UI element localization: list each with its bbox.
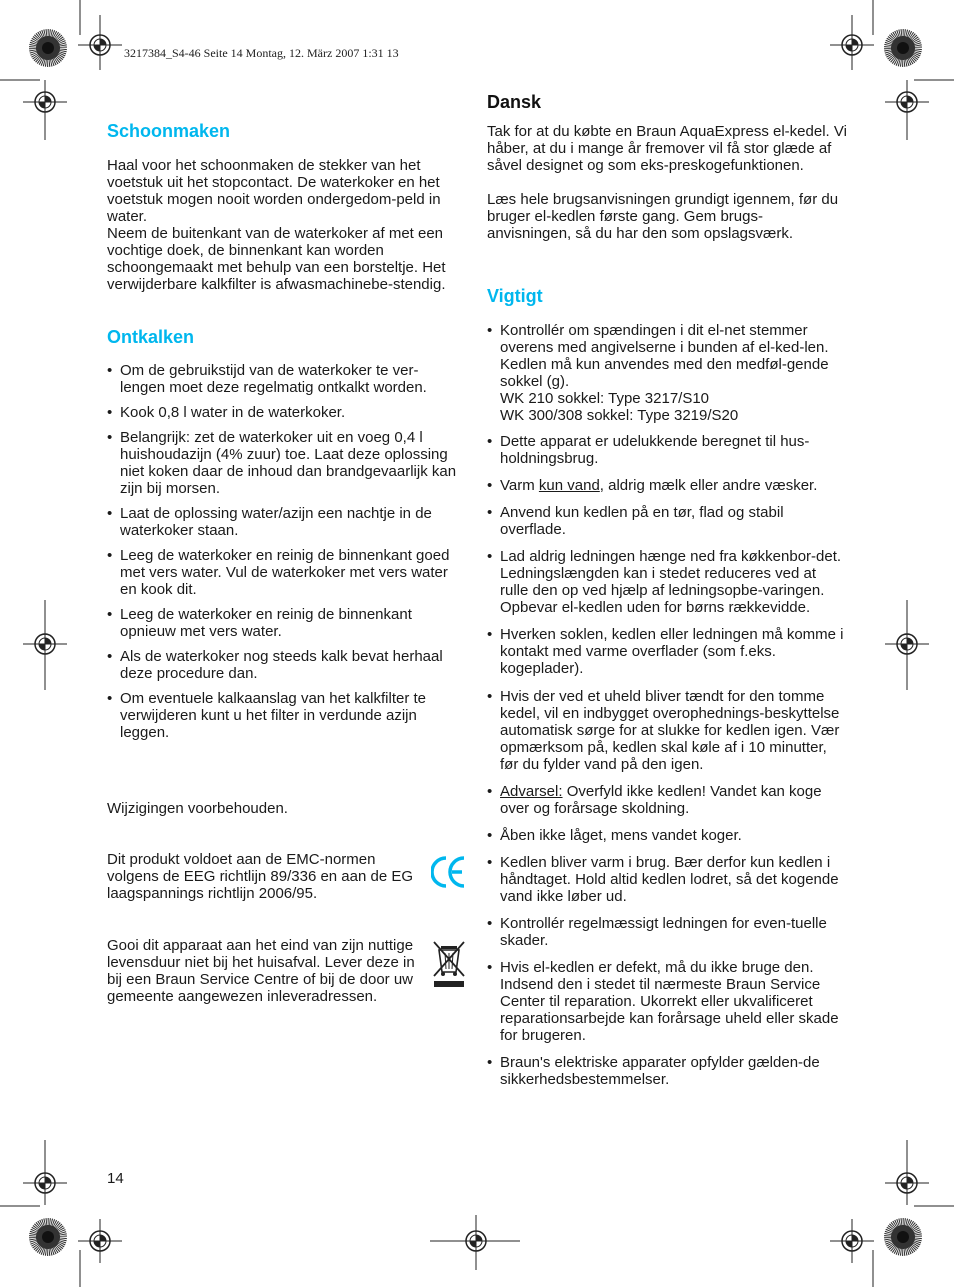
ontkalken-list: [107, 362, 459, 741]
heading-dansk: Dansk: [487, 92, 542, 112]
wijzigingen-note: Wijzigingen voorbehouden.: [107, 800, 288, 817]
list-item: • Kedlen bliver varm i brug. Bær derfor kun kedlen i håndtaget. Hold altid kedlen lodret, så det kogende vand ikke løber ud.: [487, 854, 847, 905]
list-item: • Anvend kun kedlen på en tør, flad og stabil overflade.: [487, 504, 847, 538]
list-item: • Om de gebruikstijd van de waterkoker te ver-lengen moet deze regelmatig ontkalkt worden.: [107, 362, 459, 396]
emc-note: Dit produkt voldoet aan de EMC-normen volgens de EEG richtlijn 89/336 en aan de EG laagspannings richtlijn 2006/95.: [107, 851, 414, 902]
sokkel-wk210: WK 210 sokkel: Type 3217/S10: [500, 390, 710, 407]
list-item: • Laat de oplossing water/azijn een nachtje in de waterkoker staan.: [107, 505, 459, 539]
page-number: 14: [107, 1170, 124, 1187]
list-item: • Hvis der ved et uheld bliver tændt for den tomme kedel, vil en indbygget overophednings-beskyttelse automatisk sørge for at slukke for kedlen igen. Vær opmærksom på, kedlen skal køle af i 10 minutter, før du fylder vand på den igen.: [487, 688, 847, 773]
list-item: • Braun's elektriske apparater opfylder gælden-de sikkerhedsbestemmelser.: [487, 1054, 847, 1088]
list-item: • Kontrollér regelmæssigt ledningen for even-tuelle skader.: [487, 915, 847, 949]
list-item-text: Kontrollér om spændingen i dit el-net stemmer overens med angivelserne i bunden af el-ked-len. Kedlen må kun anvendes med den medføl-gende sokkel (g).: [500, 322, 829, 390]
list-item-text: Overfyld ikke kedlen! Vandet kan koge over og forårsage skoldning.: [500, 783, 822, 817]
left-column: [107, 120, 459, 741]
warning-label: Advarsel:: [500, 783, 563, 800]
heading-schoonmaken: Schoonmaken: [107, 121, 231, 141]
list-item: • Hverken soklen, kedlen eller ledningen må komme i kontakt med varme overflader (som f.eks. kogeplader).: [487, 626, 847, 677]
right-column: [487, 90, 847, 1088]
heading-vigtigt: Vigtigt: [487, 286, 543, 306]
vigtigt-list: [487, 322, 847, 1088]
print-slug: 3217384_S4-46 Seite 14 Montag, 12. März 2007 1:31 13: [124, 46, 399, 60]
list-item: • Om eventuele kalkaanslag van het kalkfilter te verwijderen kunt u het filter in verdunde azijn leggen.: [107, 690, 459, 741]
list-item: [487, 477, 847, 494]
list-item: [487, 783, 847, 817]
list-item: • Als de waterkoker nog steeds kalk bevat herhaal deze procedure dan.: [107, 648, 459, 682]
list-item: • Leeg de waterkoker en reinig de binnenkant goed met vers water. Vul de waterkoker met vers water en kook dit.: [107, 547, 459, 598]
schoonmaken-text-1: Haal voor het schoonmaken de stekker van het voetstuk uit het stopcontact. De waterkoker en het voetstuk mogen nooit worden ondergedom-peld in water.: [107, 157, 441, 225]
schoonmaken-text-2: Neem de buitenkant van de waterkoker af met een vochtige doek, de binnenkant kan worden schoongemaakt met behulp van een borsteltje. Het verwijderbare kalkfilter is afwasmachinebe-stendig.: [107, 225, 446, 293]
list-item: • Kook 0,8 l water in de waterkoker.: [107, 404, 459, 421]
heading-ontkalken: Ontkalken: [107, 327, 195, 347]
weee-note: Gooi dit apparaat aan het eind van zijn nuttige levensduur niet bij het huisafval. Lever deze in bij een Braun Service Centre of bij de door uw gemeente aangewezen inleveradressen.: [107, 937, 415, 1005]
list-item: • Åben ikke låget, mens vandet koger.: [487, 827, 847, 844]
list-item-text: , aldrig mælk eller andre væsker.: [599, 477, 818, 494]
ce-mark-icon: [431, 855, 467, 889]
list-item: • Leeg de waterkoker en reinig de binnenkant opnieuw met vers water.: [107, 606, 459, 640]
list-item: • Belangrijk: zet de waterkoker uit en voeg 0,4 l huishoudazijn (4% zuur) toe. Laat deze oplossing niet koken daar de inhoud dan brandgevaarlijk kan zijn bij morsen.: [107, 429, 459, 497]
list-item-text: Varm: [500, 477, 539, 494]
sokkel-wk300: WK 300/308 sokkel: Type 3219/S20: [500, 407, 739, 424]
dansk-intro: Tak for at du købte en Braun AquaExpress el-kedel. Vi håber, at du i mange år fremover vil få stor glæde af såvel designet og som eks-preskogefunktionen.: [487, 123, 847, 174]
list-item: [487, 322, 847, 424]
dansk-instructions: Læs hele brugsanvisningen grundigt igennem, før du bruger el-kedlen første gang. Gem brugs-anvisningen, så du har den som opslagsværk.: [487, 191, 839, 242]
list-item: • Hvis el-kedlen er defekt, må du ikke bruge den. Indsend den i stedet til nærmeste Braun Service Center til reparation. Ukorrekt eller ukvalificeret reparationsarbejde kan forårsage uheld eller skade for brugeren.: [487, 959, 847, 1044]
list-item: • Lad aldrig ledningen hænge ned fra køkkenbor-det. Ledningslængden kan i stedet reduceres ved at rulle den op ved hjælp af ledningsopbe-varingen. Opbevar el-kedlen uden for børns rækkevidde.: [487, 548, 847, 616]
list-item: • Dette apparat er udelukkende beregnet til hus-holdningsbrug.: [487, 433, 847, 467]
crossed-bin-icon: [432, 940, 466, 988]
underlined-text: kun vand: [538, 477, 600, 494]
